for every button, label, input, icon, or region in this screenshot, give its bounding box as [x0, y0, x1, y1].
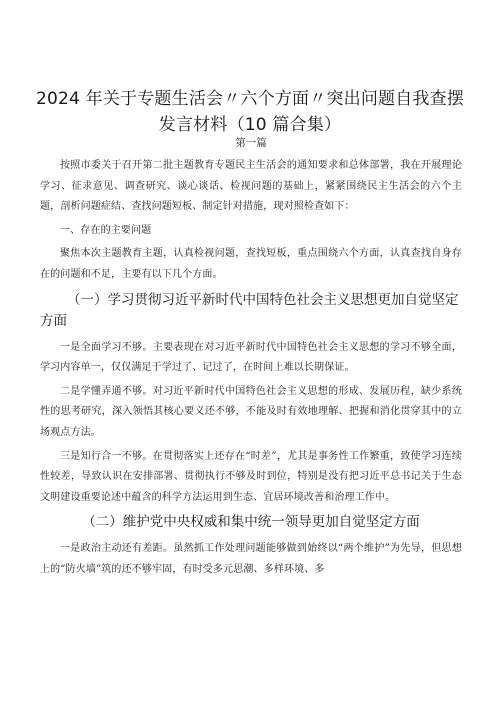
paragraph-1-3: 三是知行合一不够。在贯彻落实上还存在“时差”，尤其是事务性工作繁重，致使学习连续性较差，导致认识在安排部署、贯彻执行不够及时到位，特别是没有把习近平总书记关于生态文明建设重要论述中蕴含的科学方法运用到生态、宜居环境改善和治理工作中。 — [40, 450, 462, 503]
subheading-1: （一）学习贯彻习近平新时代中国特色社会主义思想更加自觉坚定方面 — [40, 291, 459, 329]
paragraph-2-1: 一是政治主动还有差距。虽然抓工作处理问题能够做到始终以“两个维护”为先导，但思想上的“防火墙”筑的还不够牢固，有时受多元思潮、多样环境、多 — [40, 543, 462, 575]
document-title: 2024 年关于专题生活会〃六个方面〃突出问题自我查摆发言材料（10 篇合集） — [35, 89, 465, 135]
section-title: 一、存在的主要问题 — [60, 224, 152, 236]
paragraph-1-1: 一是全面学习不够。主要表现在对习近平新时代中国特色社会主义思想的学习不够全面，学习内容单一，仅仅满足于学过了、记过了，在时间上难以长期保证。 — [40, 341, 462, 374]
section-paragraph: 聚焦本次主题教育主题，认真检视问题，查找短板，重点围绕六个方面，认真查找自身存在的问题和不足，主要有以下几个方面。 — [40, 248, 462, 280]
paragraph-1-2: 二是学懂弄通不够。对习近平新时代中国特色社会主义思想的形成、发展历程，缺少系统性的思考研究，深入领悟其核心要义还不够，不能及时有效地理解、把握和消化贯穿其中的立场观点方法。 — [40, 385, 462, 438]
chapter-label: 第一篇 — [235, 137, 267, 149]
document-body — [40, 134, 462, 584]
intro-paragraph: 按照市委关于召开第二批主题教育专题民主生活会的通知要求和总体部署，我在开展理论学习、征求意见、调查研究、谈心谈话、检视问题的基础上，紧紧围绕民主生活会的六个主题，剖析问题症结、查找问题短板、制定针对措施，现对照检查如下： — [40, 160, 462, 213]
subheading-2: （二）维护党中央权威和集中统一领导更加自觉坚定方面 — [82, 514, 420, 531]
